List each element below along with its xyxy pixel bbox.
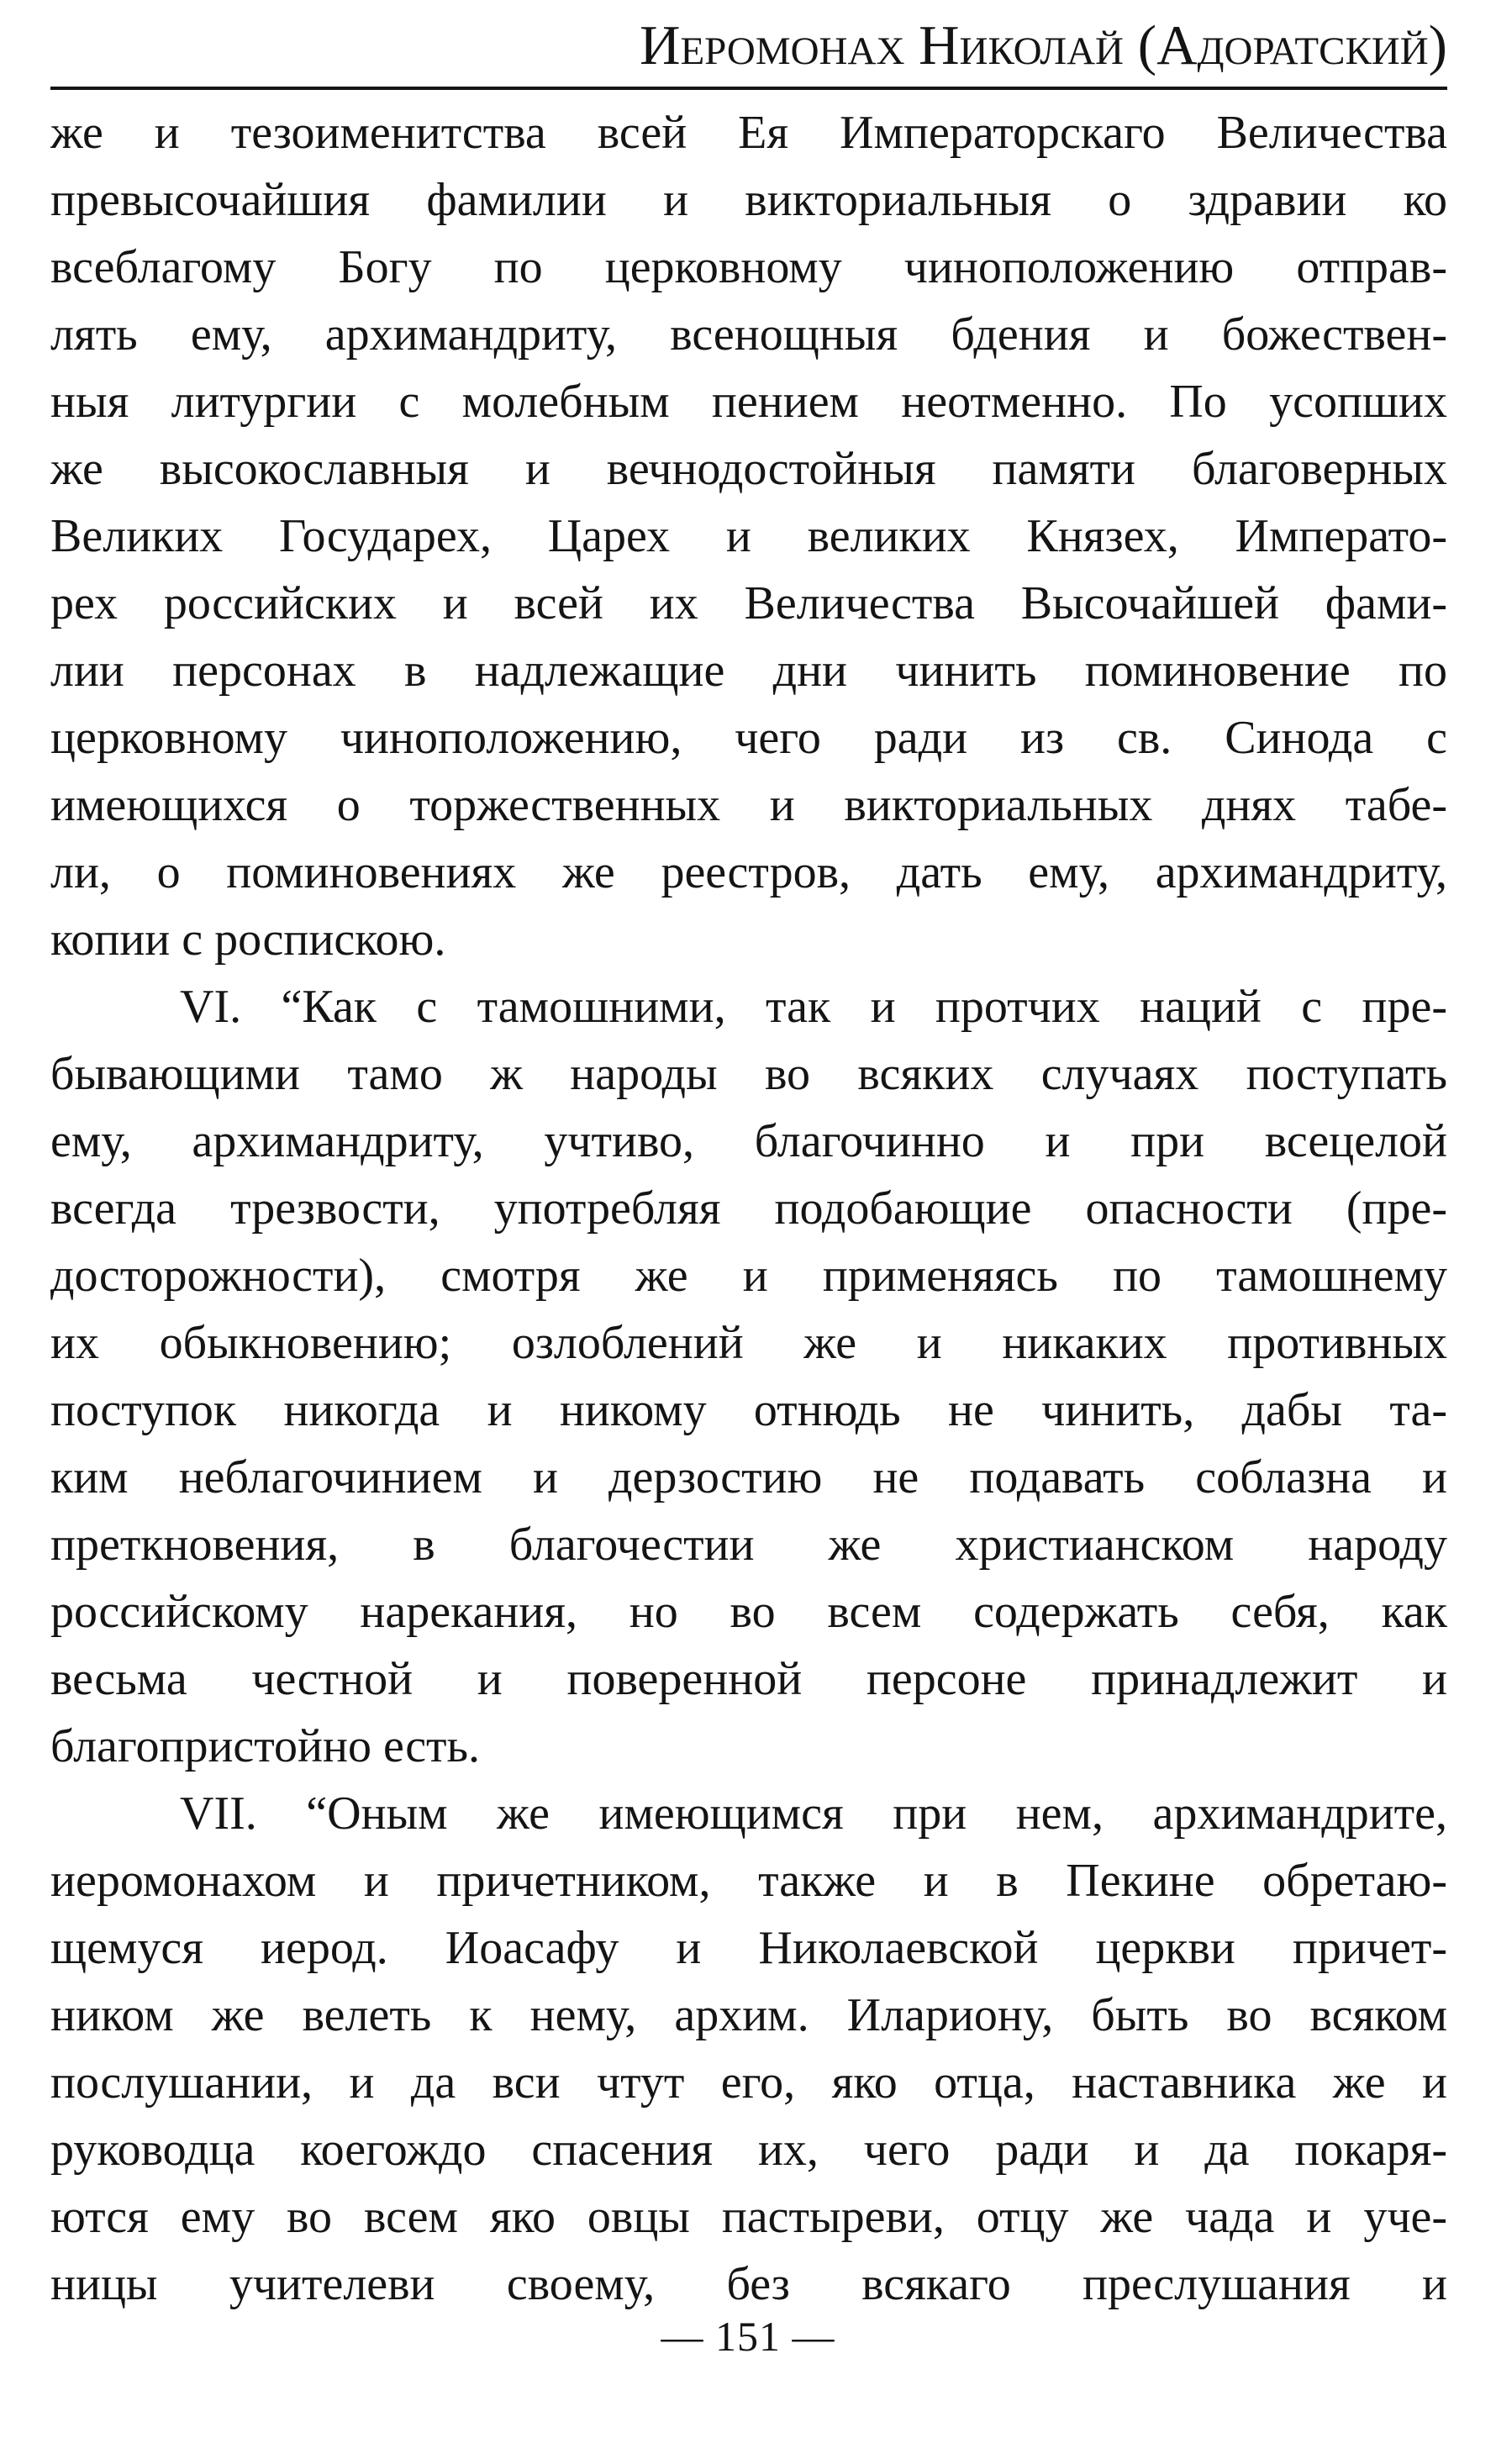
text-line: всеблагому Богу по церковному чиноположению отправ- [50,241,1447,293]
text-line: имеющихся о торжественных и викториальных днях табе- [50,779,1447,831]
text-line: поступок никогда и никому отнюдь не чинить, дабы та- [50,1384,1447,1436]
text-line: ются ему во всем яко овцы пастыреви, отцу же чада и уче- [50,2191,1447,2243]
text-line: ли, о поминовениях же реестров, дать ему, архимандриту, [50,846,1447,898]
text-line: же и тезоименитства всей Ея Императорскаго Величества [50,107,1447,159]
paragraph-first-line: VI. “Как с тамошними, так и протчих наций с пре- [180,981,1447,1033]
header-rule [50,87,1447,90]
text-line: ныя литургии с молебным пением неотменно. По усопших [50,376,1447,428]
text-line: Великих Государех, Царех и великих Князех, Императо- [50,510,1447,562]
text-line: весьма честной и поверенной персоне принадлежит и [50,1653,1447,1705]
paragraph-first-line: VII. “Оным же имеющимся при нем, архимандрите, [180,1787,1447,1840]
running-header: Иеромонах Николай (Адоратский) [640,14,1447,76]
text-line: рех российских и всей их Величества Высочайшей фами- [50,577,1447,629]
text-line: превысочайшия фамилии и викториальныя о здравии ко [50,174,1447,226]
text-line: церковному чиноположению, чего ради из св. Синода с [50,712,1447,764]
text-line: ницы учителеви своему, без всякаго преслушания и [50,2258,1447,2310]
text-line: ему, архимандриту, учтиво, благочинно и при всецелой [50,1115,1447,1167]
text-line: преткновения, в благочестии же христианском народу [50,1519,1447,1571]
text-line: ником же велеть к нему, архим. Илариону, быть во всяком [50,1989,1447,2041]
page-number: — 151 — [661,2313,835,2360]
text-line: копии с роспискою. [50,913,446,966]
text-line: российскому нарекания, но во всем содержать себя, как [50,1586,1447,1638]
text-line: благопристойно есть. [50,1720,481,1772]
text-line: иеромонахом и причетником, также и в Пекине обретаю- [50,1855,1447,1907]
body-text [50,99,1447,2318]
text-line: их обыкновению; озлоблений же и никаких противных [50,1317,1447,1369]
text-line: бывающими тамо ж народы во всяких случаях поступать [50,1048,1447,1100]
text-line: всегда трезвости, употребляя подобающие опасности (пре- [50,1182,1447,1235]
text-line: досторожности), смотря же и применяясь по тамошнему [50,1250,1447,1302]
text-line: же высокославныя и вечнодостойныя памяти благоверных [50,443,1447,495]
text-line: ким неблагочинием и дерзостию не подавать соблазна и [50,1451,1447,1503]
text-line: лии персонах в надлежащие дни чинить поминовение по [50,645,1447,697]
text-line: лять ему, архимандриту, всенощныя бдения и божествен- [50,308,1447,361]
text-line: послушании, и да вси чтут его, яко отца, наставника же и [50,2056,1447,2109]
text-line: руководца коегождо спасения их, чего ради и да покаря- [50,2124,1447,2176]
text-line: щемуся иерод. Иоасафу и Николаевской церкви причет- [50,1922,1447,1974]
